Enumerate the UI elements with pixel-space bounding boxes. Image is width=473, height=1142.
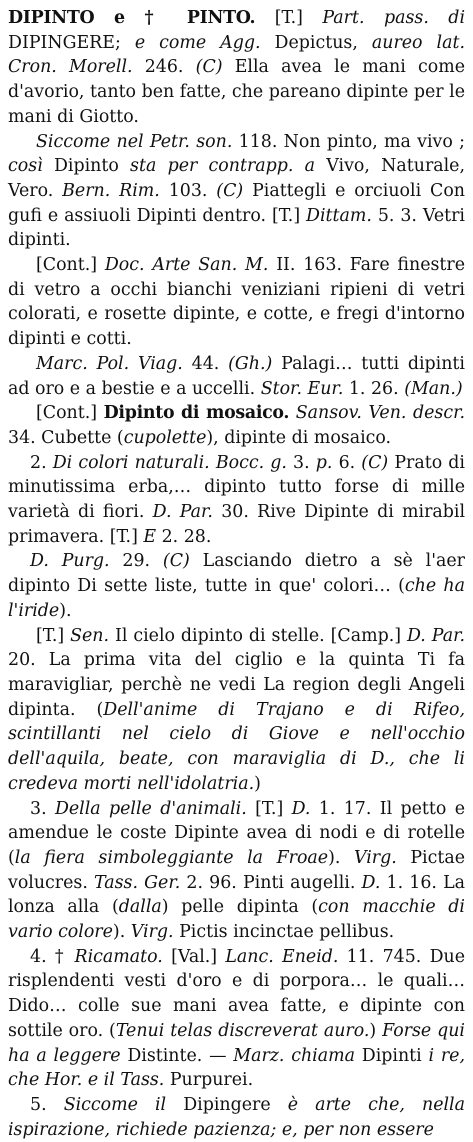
italic-text: Dell'anime di Trajano e di Rifeo, scintillanti nel cielo di Giove e nell'occhio dell'aquila, beate, con maraviglia di D., che li credeva morti nell'idolatria. (8, 699, 465, 794)
italic-text: dalla (118, 897, 162, 918)
body-text: 2. (30, 452, 53, 473)
body-text: Ella avea le mani come d'avorio, tanto ben fatte, che pareano dipinte per le mani di Giotto. (8, 57, 465, 127)
body-text: [Cont.] (36, 403, 104, 424)
body-text: [Val.] (162, 946, 226, 967)
italic-text: Di colori naturali. Bocc. g. (52, 452, 287, 473)
italic-text: la fiera simboleggiante la Froae (14, 847, 329, 868)
body-text: 2. 28. (156, 526, 212, 547)
entry-paragraph (8, 1093, 465, 1142)
italic-text: i re, che Hor. e il Tass. (8, 1045, 465, 1091)
body-text: Dipinto (42, 156, 131, 177)
body-text: [T.] (246, 798, 292, 819)
italic-text: cupolette (123, 427, 207, 448)
body-text: ), dipinte di mosaico. (206, 427, 392, 448)
italic-text: così (8, 156, 43, 177)
entry-paragraph (8, 253, 465, 352)
italic-text: Siccome nel Petr. son. (36, 131, 233, 152)
body-text: 5. (30, 1094, 64, 1115)
body-text: [T.] (36, 625, 71, 646)
body-text: Depictus, (260, 32, 372, 53)
italic-text: p. (315, 452, 333, 473)
italic-text: e come Agg. (134, 32, 261, 53)
italic-text: D. Purg. (30, 551, 110, 572)
headword-text: DIPINTO e † PINTO. (8, 8, 256, 28)
body-text: 1. 26. (343, 378, 405, 399)
entry-paragraph (8, 451, 465, 550)
body-text: ) (254, 773, 261, 794)
italic-text: (Gh.) (228, 353, 273, 374)
entry-paragraph (8, 797, 465, 945)
body-text: 2. 96. Pinti augelli. (180, 872, 362, 893)
italic-text: che ha l'iride (8, 576, 465, 621)
body-text: 118. Non pinto, ma vivo ; (232, 131, 465, 152)
body-text: 5. 3. Vetri dipinti. (8, 205, 465, 251)
smallcaps-text: DIPINGERE (8, 32, 115, 53)
italic-text: aureo lat. Cron. Morell. (8, 32, 465, 78)
entry-headword-paragraph (8, 6, 465, 130)
body-text: ). (328, 847, 354, 868)
body-text: ). (112, 922, 131, 943)
italic-text: E (143, 526, 157, 547)
entry-paragraph (8, 549, 465, 623)
body-text: Il cielo dipinto di stelle. [Camp.] (109, 625, 407, 646)
body-text: 1. 17. Il petto e amendue le coste Dipinte avea di nodi e di rotelle ( (8, 798, 465, 868)
body-text: 3. (30, 798, 55, 819)
body-text: Purpurei. (164, 1070, 254, 1091)
italic-text: Siccome il (63, 1094, 167, 1115)
body-text: 11. 745. Due risplendenti vesti d'oro e di porpora… le quali… Dido… colle sue mani avea fatte, e dipinte con sottile oro. ( (8, 946, 466, 1041)
body-text: 29. (109, 551, 163, 572)
italic-text: Virg. (353, 847, 397, 868)
italic-text: (C) (195, 57, 223, 78)
body-text: 34. Cubette ( (8, 427, 124, 448)
body-text: ) pelle dipinta ( (161, 897, 319, 918)
body-text: 44. (182, 353, 229, 374)
italic-text: Dittam. (306, 205, 372, 226)
body-text: ). (59, 600, 72, 621)
body-text: Dipinti (354, 1045, 429, 1066)
italic-text: Forse qui ha a leggere (8, 1020, 465, 1066)
italic-text: Doc. Arte San. M. (104, 255, 269, 276)
italic-text: D. (291, 798, 311, 819)
italic-text: (C) (361, 452, 389, 473)
body-text: 20. La prima vita del ciglio e la quinta Ti fa maravigliar, perchè ne vedi La region degli Angeli dipinta. ( (8, 650, 465, 720)
body-text: Distinte. — (120, 1045, 234, 1066)
body-text: [Cont.] (36, 255, 105, 276)
italic-text: D. (361, 872, 381, 893)
body-text: Pictis incinctae pellibus. (173, 922, 395, 943)
italic-text: Marz. chiama (233, 1045, 355, 1066)
entry-paragraph (8, 401, 465, 450)
body-text: Piattegli e orciuoli Con gufi e assiuoli Dipinti dentro. [T.] (8, 180, 465, 226)
body-text: 3. (286, 452, 316, 473)
body-text: Pictae volucres. (8, 847, 465, 893)
body-text: 1. 16. La lonza alla ( (8, 872, 465, 918)
body-text: 103. (159, 180, 217, 201)
italic-text: Sen. (70, 625, 110, 646)
entry-paragraph (8, 945, 465, 1093)
body-text: Dipingere (166, 1094, 288, 1115)
italic-text: Bern. Rim. (62, 180, 160, 201)
headword-text: Dipinto di mosaico. (103, 403, 290, 424)
entry-paragraph (8, 130, 465, 254)
italic-text: sta per contrapp. a (130, 156, 316, 177)
italic-text: (C) (162, 551, 190, 572)
italic-text: Marc. Pol. Viag. (36, 353, 183, 374)
italic-text: Ricamato. (74, 946, 163, 967)
body-text: 4. † (30, 946, 75, 967)
body-text: Vivo, Naturale, Vero. (8, 156, 466, 201)
body-text: Palagi… tutti dipinti ad oro e a bestie e a uccelli. (8, 353, 465, 399)
body-text: 6. (332, 452, 362, 473)
italic-text: Lanc. Eneid. (225, 946, 339, 967)
italic-text: Virg. (130, 922, 174, 943)
body-text: ) (369, 1020, 383, 1041)
body-text: II. 163. Fare finestre di vetro a occhi bianchi veniziani ripieni di vetri colorati, e rosette dipinte, e cotte, e fregi d'intorno dipinti e cotti. (8, 255, 466, 350)
italic-text: Tenui telas discreverat auro. (115, 1020, 370, 1041)
body-text: [T.] (255, 8, 323, 28)
body-text: 30. Rive Dipinte di mirabil primavera. [T.] (8, 502, 466, 547)
body-text: ; (114, 32, 135, 53)
body-text: Lasciando dietro a sè l'aer dipinto Di sette liste, tutte in que' colori… ( (8, 551, 465, 597)
italic-text: con macchie di vario colore (8, 897, 465, 943)
italic-text: Della pelle d'animali. (54, 798, 247, 819)
body-text: Prato di minutissima erba,… dipinto tutto forse di mille varietà di fiori. (8, 452, 465, 523)
italic-text: Sansov. Ven. descr. (295, 403, 466, 424)
entry-paragraph (8, 624, 465, 797)
italic-text: Stor. Eur. (260, 378, 344, 399)
italic-text: D. Par. (406, 625, 465, 646)
italic-text: (Man.) (404, 378, 463, 399)
body-text: 246. (132, 57, 196, 78)
italic-text: Tass. Ger. (94, 872, 181, 893)
entry-paragraph (8, 352, 465, 401)
italic-text: (C) (216, 180, 244, 201)
italic-text: Part. pass. di (322, 8, 466, 28)
italic-text: è arte che, nella ispirazione, richiede pazienza; e, per non essere (8, 1094, 465, 1140)
italic-text: D. Par. (152, 502, 213, 523)
